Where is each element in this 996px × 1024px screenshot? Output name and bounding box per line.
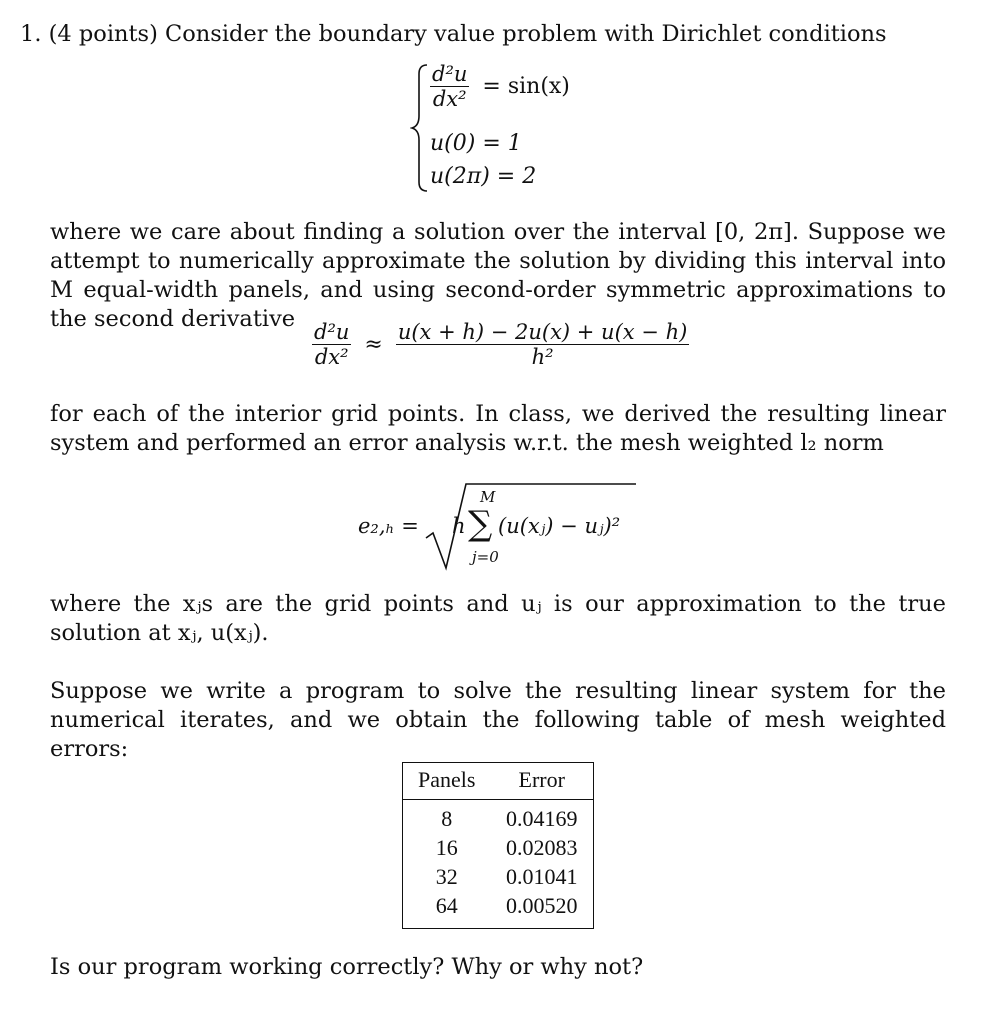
problem-points: (4 points) (48, 21, 158, 47)
cell-error: 0.04169 (505, 806, 578, 831)
boundary-condition-2: u(2π) = 2 (430, 164, 537, 189)
cell-error: 0.02083 (505, 835, 578, 860)
finite-difference-formula (312, 320, 689, 369)
ode-rhs: = sin(x) (482, 74, 570, 99)
fd-rhs-numerator: u(x + h) − 2u(x) + u(x − h) (397, 320, 688, 344)
left-brace-icon (410, 62, 430, 194)
problem-number: 1. (20, 21, 42, 47)
header-error: Error (518, 767, 565, 792)
ode-equation (430, 62, 570, 111)
norm-summand: (u(xⱼ) − uⱼ)² (498, 514, 621, 538)
ode-lhs-numerator: d²u (432, 62, 468, 86)
fd-lhs-numerator: d²u (314, 320, 350, 344)
cell-panels: 16 (435, 835, 458, 860)
cell-panels: 8 (441, 806, 453, 831)
cell-error: 0.01041 (505, 864, 578, 889)
sum-upper-limit: M (480, 488, 496, 506)
paragraph-interval: where we care about finding a solution over the interval [0, 2π]. Suppose we attempt to numerically approximate the solution by dividing this interval into M equal-width panels, and using second-order symmetric approximations to the second derivative (50, 219, 946, 332)
fd-rhs-denominator: h² (396, 344, 689, 369)
sum-lower-limit: j=0 (472, 548, 499, 566)
table-row (403, 862, 594, 891)
table-row (403, 891, 594, 929)
paragraph-grid-points: where the xⱼs are the grid points and uⱼ is our approximation to the true solution at xⱼ, u(xⱼ). (50, 591, 946, 646)
approx-symbol: ≈ (364, 332, 383, 357)
table-row (403, 800, 594, 834)
table-row (403, 833, 594, 862)
error-table (402, 762, 594, 929)
cell-panels: 32 (435, 864, 458, 889)
norm-h: h (452, 514, 466, 538)
cell-panels: 64 (435, 893, 458, 918)
problem-intro: Consider the boundary value problem with Dirichlet conditions (165, 21, 887, 47)
final-question: Is our program working correctly? Why or why not? (50, 954, 644, 980)
norm-lhs: e₂,ₕ = (358, 514, 419, 538)
norm-formula (358, 478, 658, 574)
problem-heading (20, 20, 887, 49)
cell-error: 0.00520 (505, 893, 578, 918)
ode-lhs-denominator: dx² (430, 86, 469, 111)
header-panels: Panels (418, 767, 476, 792)
fd-lhs-denominator: dx² (312, 344, 351, 369)
paragraph-program: Suppose we write a program to solve the resulting linear system for the numerical iterates, and we obtain the following table of mesh weighted errors: (50, 678, 946, 762)
sigma-icon: ∑ (468, 504, 493, 544)
paragraph-error-analysis: for each of the interior grid points. In class, we derived the resulting linear system and performed an error analysis w.r.t. the mesh weighted l₂ norm (50, 401, 946, 456)
boundary-condition-1: u(0) = 1 (430, 131, 522, 156)
table-header-row (403, 763, 594, 800)
